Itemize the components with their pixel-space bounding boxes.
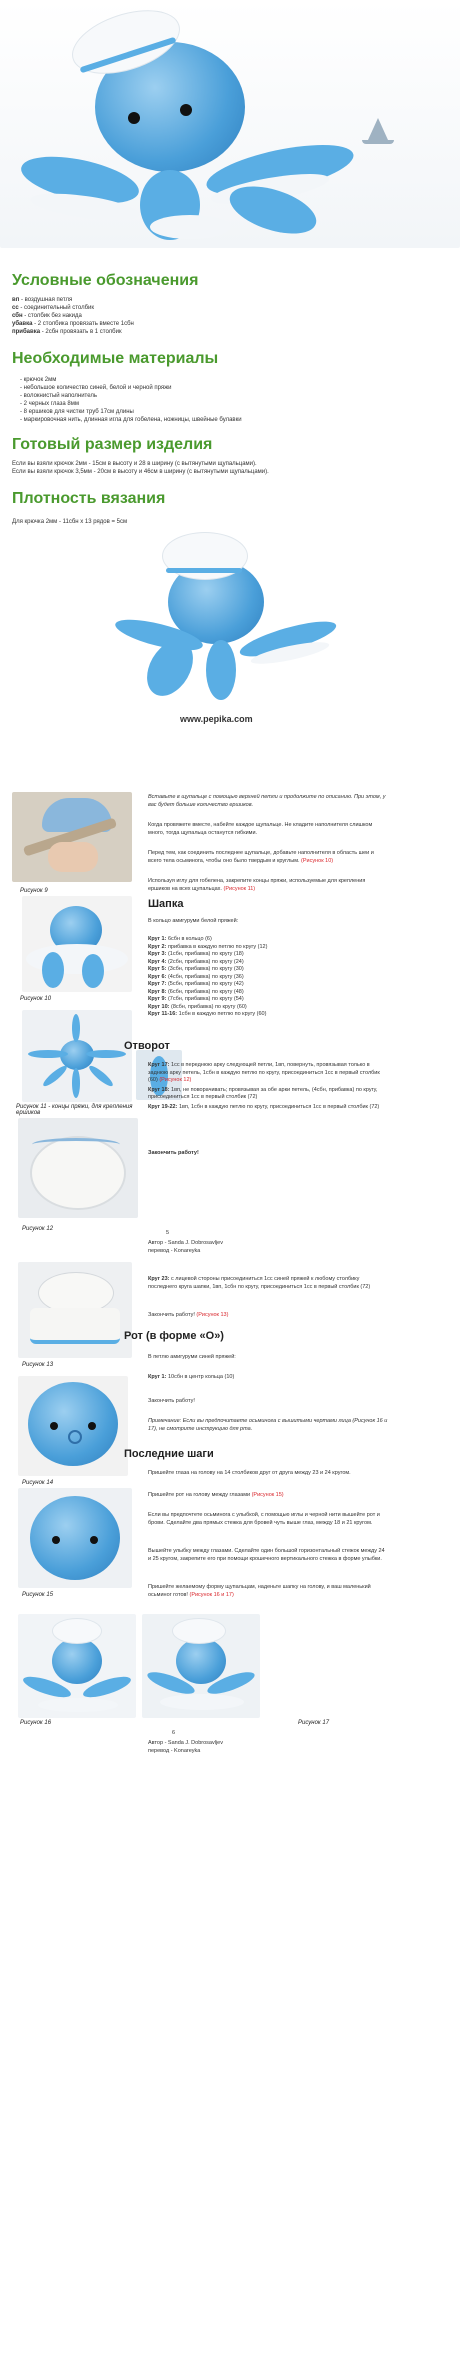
note: Примечание: Если вы предпочитаете осьминога с вышитыми чертами лица (Рисунок 16 и 17), не смотрите инструкцию для рта. <box>148 1418 388 1432</box>
ref-figure-12[interactable]: (Рисунок 12) <box>159 1077 192 1083</box>
last-step-3: Если вы предпочтете осьминога с улыбкой, с помощью иглы и черной нити вышейте рот и брови. Сделайте два прямых стежка для бровей чуть выше глаз, между 18 и 21 кругом. <box>148 1512 380 1526</box>
last-step-5: Пришейте желаемому форму щупальцам, наденьте шапку на голову, и ваш маленький осьминог готов! (Рисунок 16 и 17) <box>148 1584 371 1598</box>
eye-left <box>128 112 140 124</box>
author-block-2: Автор - Sanda J. Dobrosavljev перевод - Konareyka <box>148 1740 223 1754</box>
finish-2: Закончить работу! (Рисунок 13) <box>148 1312 229 1318</box>
caption-figure-12: Рисунок 12 <box>22 1226 54 1232</box>
caption-figure-10: Рисунок 10 <box>20 996 52 1002</box>
materials-list: - крючок 2мм - небольшое количество синей, белой и черной пряжи - волокнистый наполнитель - 2 черных глаза 8мм - 8 ершиков для чистки труб 17см длины - маркировочная нить, длинная игла для гобелена, ножницы, швейные булавки <box>12 376 400 424</box>
size-text: Если вы взяли крючок 2мм - 15см в высоту и 28 в ширину (с вытянутыми щупальцами). Если вы взяли крючок 3,5мм - 20см в высоту и 46см в ширину (с вытянутыми щупальцами). <box>12 461 269 475</box>
page-number-6: 6 <box>172 1730 176 1736</box>
finish-3: Закончить работу! <box>148 1398 195 1404</box>
materials-heading: Необходимые материалы <box>12 350 219 367</box>
last-step-2: Пришейте рот на голову между глазами (Рисунок 15) <box>148 1492 284 1498</box>
figure-17 <box>142 1614 260 1718</box>
legend-heading: Условные обозначения <box>12 272 199 289</box>
caption-figure-17: Рисунок 17 <box>298 1720 330 1726</box>
brim-rounds: Круг 17: 1сс в переднюю арку следующей петли, 1вп, повернуть, провязывая только в заднюю арку петель, 1сбн в каждую петлю по кругу, присоединиться 1сс в первый столбик (60) (Рисунок 12) Круг 18: 1вп, не поворачивать; провязывая за обе арки петель, (4сбн, прибавка) по кругу, присоединиться 1сс в первый столбик (72) Круг 19-22: 1вп, 1сбн в каждую петлю по кругу, присоединиться 1сс в первый столбик (72) <box>148 1062 380 1110</box>
figure-9 <box>12 792 132 882</box>
figure-10 <box>22 896 132 992</box>
hat-intro: В кольцо амигуруми белой пряжей: <box>148 918 239 924</box>
ref-figure-11[interactable]: (Рисунок 11) <box>223 885 256 892</box>
finish-1: Закончить работу! <box>148 1150 199 1156</box>
gauge-text: Для крючка 2мм - 11сбн х 13 рядов = 5см <box>12 519 128 525</box>
figure-16 <box>18 1614 136 1718</box>
caption-figure-11: Рисунок 11 - концы пряжи, для крепления ершиков <box>16 1104 133 1116</box>
size-heading: Готовый размер изделия <box>12 436 213 453</box>
hat-rounds: Круг 1: 6сбн в кольцо (6) Круг 2: прибавка в каждую петлю по кругу (12) Круг 3: (1сбн, прибавка) по кругу (18) Круг 4: (2сбн, прибавка) по кругу (24) Круг 5: (3сбн, прибавка) по кругу (30) Круг 6: (4сбн, прибавка) по кругу (36) Круг 7: (5сбн, прибавка) по кругу (42) Круг 8: (6сбн, прибавка) по кругу (48) Круг 9: (7сбн, прибавка) по кругу (54) Круг 10: (8сбн, прибавка) по кругу (60) Круг 11-16: 1сбн в каждую петлю по кругу (60) <box>148 936 268 1017</box>
ref-figure-16-17[interactable]: (Рисунок 16 и 17) <box>189 1591 234 1598</box>
figure-11 <box>22 1010 132 1102</box>
caption-figure-13: Рисунок 13 <box>22 1362 54 1368</box>
sailboat-icon <box>368 118 388 140</box>
caption-figure-14: Рисунок 14 <box>22 1480 54 1486</box>
last-step-1: Пришейте глаза на голову на 14 столбиков друг от друга между 23 и 24 кругом. <box>148 1470 351 1476</box>
hero-photo <box>0 0 460 248</box>
last-steps-heading: Последние шаги <box>124 1448 214 1460</box>
caption-figure-15: Рисунок 15 <box>22 1592 54 1598</box>
intro-paragraph-1: Вставьте в щупальце с помощью верхней петли и продолжите по описанию. При этом, у вас будет больше количество ершиков. <box>148 794 386 808</box>
last-step-4: Вышейте улыбку между глазами. Сделайте один большой горизонтальный стежок между 24 и 25 кругом, закрепите его при помощи крошечного вертикального стежка в форме улыбки. <box>148 1548 385 1562</box>
legend-list: вп - воздушная петля сс - соединительный столбик сбн - столбик без накида убавка - 2 столбика провязать вместе 1сбн прибавка - 2сбн провязать в 1 столбик <box>12 297 134 335</box>
gauge-heading: Плотность вязания <box>12 490 166 507</box>
intro-paragraph-3: Перед тем, как соединить последнее щупальце, добавьте наполнителя в область шеи и всего тела осьминога, чтобы оно было твердым и круглым. (Рисунок 10) <box>148 850 374 864</box>
intro-paragraph-4: Используя иглу для гобелена, закрепите концы пряжи, используемые для крепления ершиков на всех щупальцах. (Рисунок 11) <box>148 878 366 892</box>
intro-paragraph-2: Когда провяжете вместе, набейте каждое щупальце. Не кладите наполнителя слишком много, тогда щупальца останутся гибкими. <box>148 822 373 836</box>
octopus-photo-2 <box>110 528 350 708</box>
figure-13 <box>18 1262 132 1358</box>
website-label: www.pepika.com <box>180 714 253 724</box>
figure-12 <box>18 1118 138 1218</box>
mouth-heading: Рот (в форме «О») <box>124 1330 224 1342</box>
ref-figure-15[interactable]: (Рисунок 15) <box>251 1492 284 1498</box>
mouth-intro: В петлю амигуруми синей пряжей: <box>148 1354 236 1360</box>
caption-figure-9: Рисунок 9 <box>20 888 48 894</box>
page-number-5: 5 <box>166 1230 170 1236</box>
ref-figure-10[interactable]: (Рисунок 10) <box>301 857 334 864</box>
round-23: Круг 23: с лицевой стороны присоединиться 1сс синей пряжей к любому столбику последнего круга шапки, 1вп, 1сбн по кругу, присоединиться 1сс в первый столбик (72) <box>148 1276 371 1290</box>
eye-right <box>180 104 192 116</box>
hat-heading: Шапка <box>148 898 184 910</box>
mouth-round-1: Круг 1: 10сбн в центр кольца (10) <box>148 1374 235 1380</box>
ref-figure-13[interactable]: (Рисунок 13) <box>196 1312 229 1318</box>
author-block-1: Автор - Sanda J. Dobrosavljev перевод - Konareyka <box>148 1240 223 1254</box>
figure-15 <box>18 1488 132 1588</box>
brim-heading: Отворот <box>124 1040 170 1052</box>
caption-figure-16: Рисунок 16 <box>20 1720 52 1726</box>
figure-14 <box>18 1376 128 1476</box>
